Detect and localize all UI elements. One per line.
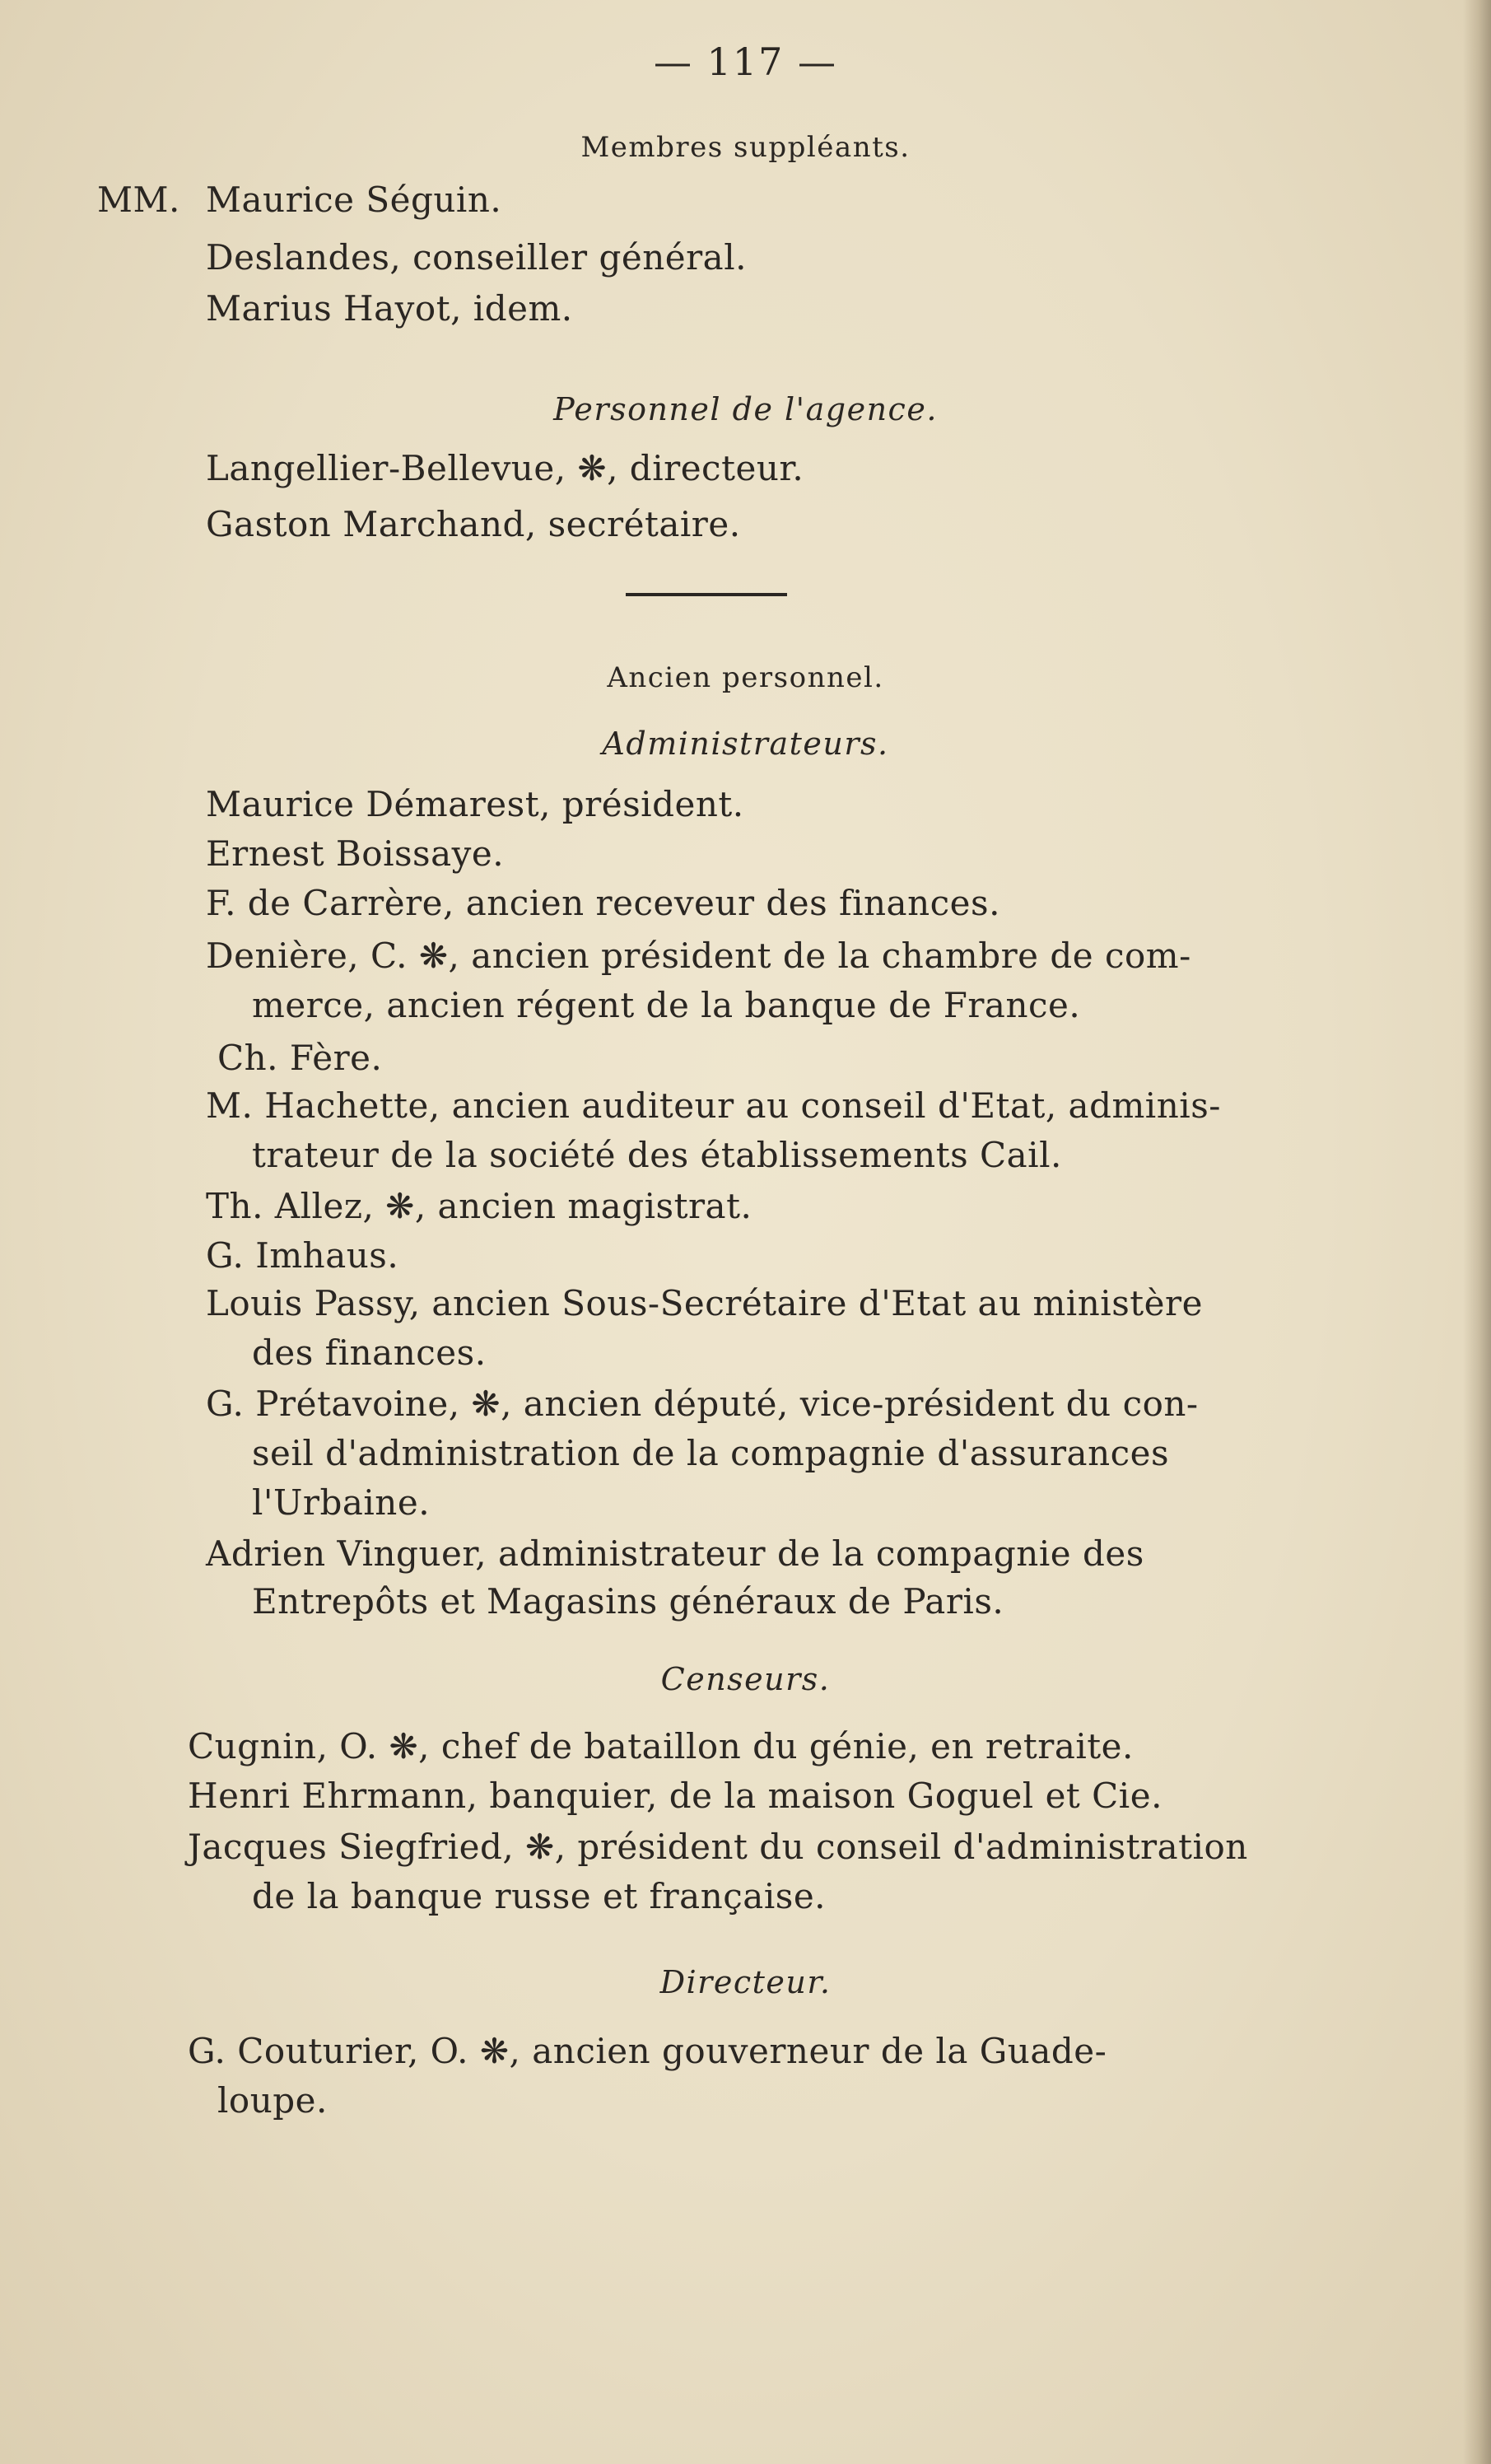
section-heading-directeur: Directeur. xyxy=(659,1964,832,2000)
text-line: G. Couturier, O. ❋, ancien gouverneur de la Guade- xyxy=(188,2031,1107,2071)
text-line: de la banque russe et française. xyxy=(252,1876,827,1916)
text-line: trateur de la société des établissements Cail. xyxy=(252,1135,1062,1175)
text-line: merce, ancien régent de la banque de France. xyxy=(252,985,1081,1025)
page-number: — 117 — xyxy=(653,40,838,84)
subheading-administrateurs: Administrateurs. xyxy=(602,726,889,762)
text-line: Langellier-Bellevue, ❋, directeur. xyxy=(206,448,804,488)
text-line: Gaston Marchand, secrétaire. xyxy=(206,504,741,544)
text-line: des finances. xyxy=(252,1332,487,1373)
text-line: G. Prétavoine, ❋, ancien député, vice-président du con- xyxy=(206,1384,1199,1424)
text-line: l'Urbaine. xyxy=(252,1482,431,1523)
text-line: Adrien Vinguer, administrateur de la compagnie des xyxy=(206,1533,1144,1574)
text-line: F. de Carrère, ancien receveur des finances. xyxy=(206,883,1000,923)
text-line: Maurice Séguin. xyxy=(206,180,502,220)
section-heading-censeurs: Censeurs. xyxy=(660,1661,831,1697)
text-line: Ch. Fère. xyxy=(217,1038,383,1078)
page-edge-shadow xyxy=(1463,0,1491,2464)
text-line: G. Imhaus. xyxy=(206,1235,399,1276)
text-line: Jacques Siegfried, ❋, président du conseil d'administration xyxy=(188,1827,1248,1867)
text-line: Deslandes, conseiller général. xyxy=(206,237,747,278)
text-line: Henri Ehrmann, banquier, de la maison Goguel et Cie. xyxy=(188,1776,1163,1816)
text-line: seil d'administration de la compagnie d'assurances xyxy=(252,1433,1170,1473)
text-line: Denière, C. ❋, ancien président de la chambre de com- xyxy=(206,936,1191,976)
text-line: Marius Hayot, idem. xyxy=(206,288,573,329)
section-heading-ancien-personnel: Ancien personnel. xyxy=(607,661,884,694)
text-line: Th. Allez, ❋, ancien magistrat. xyxy=(206,1186,752,1226)
honorific-prefix: MM. xyxy=(97,180,180,220)
text-line: loupe. xyxy=(217,2080,328,2121)
text-line: Entrepôts et Magasins généraux de Paris. xyxy=(252,1581,1004,1622)
text-line: Ernest Boissaye. xyxy=(206,833,505,874)
text-line: M. Hachette, ancien auditeur au conseil d'Etat, adminis- xyxy=(206,1085,1221,1126)
text-line: Cugnin, O. ❋, chef de bataillon du génie, en retraite. xyxy=(188,1726,1134,1766)
text-line: Maurice Démarest, président. xyxy=(206,784,744,824)
section-heading-personnel-agence: Personnel de l'agence. xyxy=(553,391,938,427)
text-line: Louis Passy, ancien Sous-Secrétaire d'Etat au ministère xyxy=(206,1283,1203,1323)
section-divider-rule xyxy=(626,593,787,596)
section-heading-membres-suppleants: Membres suppléants. xyxy=(580,131,911,164)
